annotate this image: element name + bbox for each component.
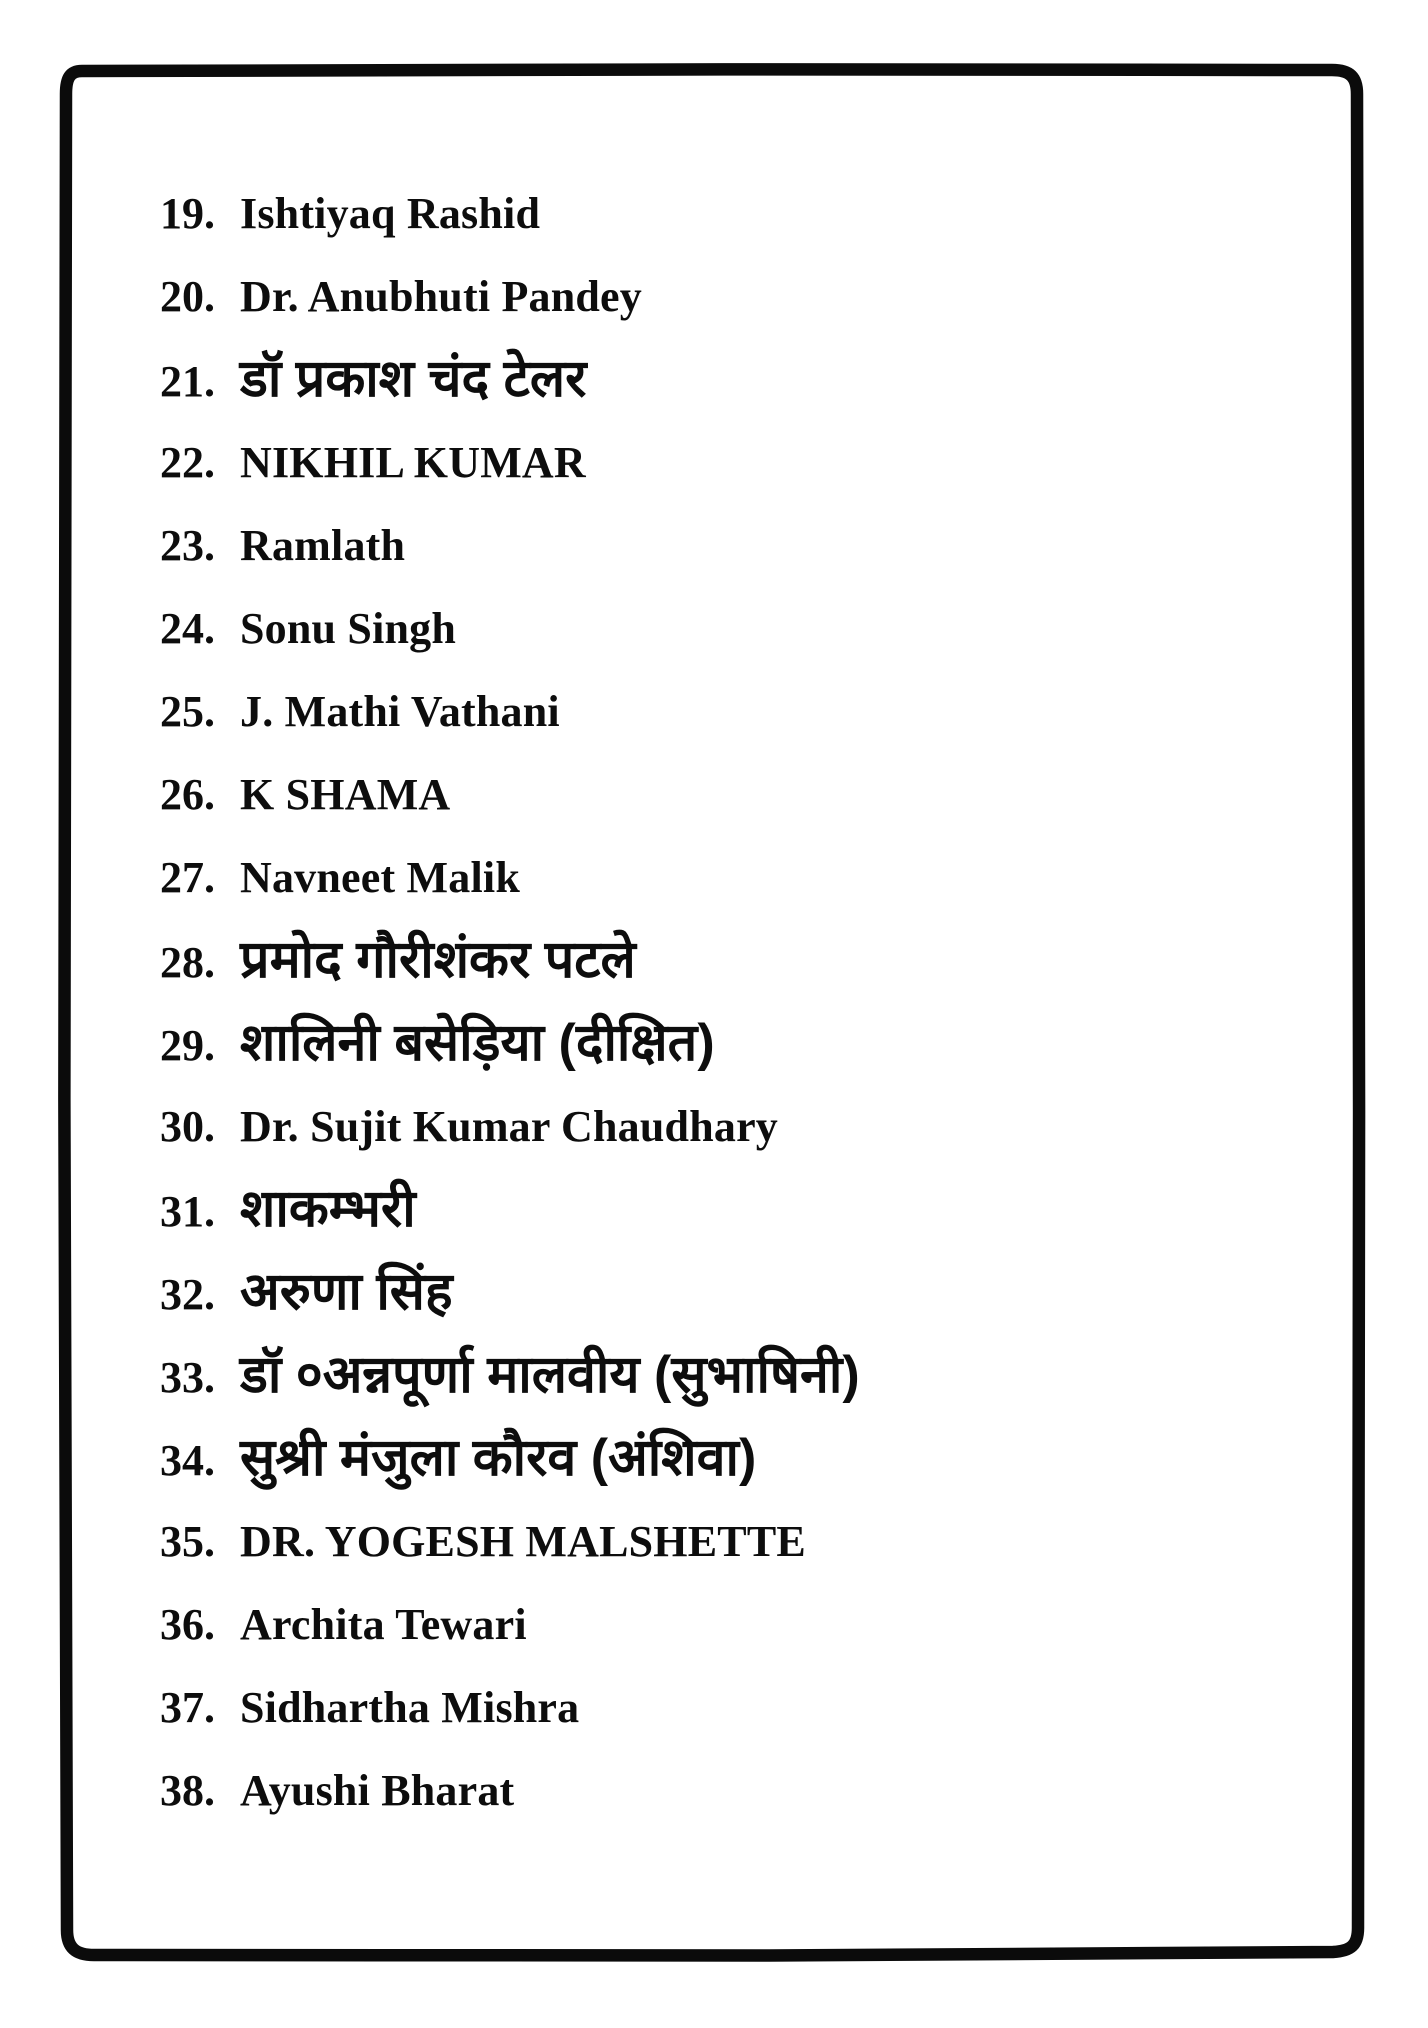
list-item-number: 31. [160, 1187, 215, 1236]
list-item [160, 1168, 1340, 1251]
list-item-number: 38. [160, 1766, 215, 1815]
list-item [160, 1500, 1340, 1583]
list-item-name: Sidhartha Mishra [240, 1683, 580, 1732]
list-item-name: Dr. Anubhuti Pandey [240, 272, 642, 321]
list-item-number: 29. [160, 1021, 215, 1070]
numbered-name-list [160, 172, 1340, 1832]
list-item-name: Ramlath [240, 521, 406, 570]
list-item-number: 20. [160, 272, 215, 321]
list-item [160, 1251, 1340, 1334]
list-item-number: 35. [160, 1517, 215, 1566]
list-item [160, 504, 1340, 587]
list-item-name: Sonu Singh [240, 604, 457, 653]
list-item-number: 24. [160, 604, 215, 653]
list-item-number: 36. [160, 1600, 215, 1649]
list-item-name: NIKHIL KUMAR [240, 438, 586, 487]
list-item-number: 26. [160, 770, 215, 819]
list-item-number: 28. [160, 938, 215, 987]
list-item [160, 753, 1340, 836]
list-item [160, 338, 1340, 421]
list-item [160, 1583, 1340, 1666]
list-item [160, 1749, 1340, 1832]
list-item [160, 1002, 1340, 1085]
list-item [160, 1417, 1340, 1500]
list-item-number: 34. [160, 1436, 215, 1485]
list-item-name: शाकम्भरी [240, 1180, 416, 1238]
list-item [160, 1666, 1340, 1749]
list-item-number: 30. [160, 1102, 215, 1151]
list-item [160, 172, 1340, 255]
list-item [160, 670, 1340, 753]
list-item-name: Ayushi Bharat [240, 1766, 515, 1815]
list-item [160, 919, 1340, 1002]
list-item [160, 1334, 1340, 1417]
list-item-number: 23. [160, 521, 215, 570]
list-item-number: 25. [160, 687, 215, 736]
list-item-name: Dr. Sujit Kumar Chaudhary [240, 1102, 779, 1151]
list-item [160, 1085, 1340, 1168]
list-item-name: J. Mathi Vathani [240, 687, 560, 736]
list-item-name: डॉ ०अन्नपूर्णा मालवीय (सुभाषिनी) [240, 1346, 860, 1404]
list-item [160, 836, 1340, 919]
list-item-number: 37. [160, 1683, 215, 1732]
list-item-number: 21. [160, 357, 215, 406]
list-item-number: 22. [160, 438, 215, 487]
list-item-number: 33. [160, 1353, 215, 1402]
list-item-name: Archita Tewari [240, 1600, 527, 1649]
list-item-name: अरुणा सिंह [240, 1263, 453, 1321]
list-item-number: 27. [160, 853, 215, 902]
list-item-name: DR. YOGESH MALSHETTE [240, 1517, 806, 1566]
list-item-name: शालिनी बसेड़िया (दीक्षित) [240, 1014, 715, 1072]
list-item-name: Navneet Malik [240, 853, 521, 902]
list-item-name: प्रमोद गौरीशंकर पटले [240, 931, 636, 989]
list-item [160, 587, 1340, 670]
list-item-name: डॉ प्रकाश चंद टेलर [240, 350, 587, 408]
list-item [160, 421, 1340, 504]
list-item-name: सुश्री मंजुला कौरव (अंशिवा) [240, 1429, 757, 1487]
list-item-number: 19. [160, 189, 215, 238]
list-item-number: 32. [160, 1270, 215, 1319]
list-item [160, 255, 1340, 338]
list-item-name: Ishtiyaq Rashid [240, 189, 541, 238]
list-item-name: K SHAMA [240, 770, 451, 819]
